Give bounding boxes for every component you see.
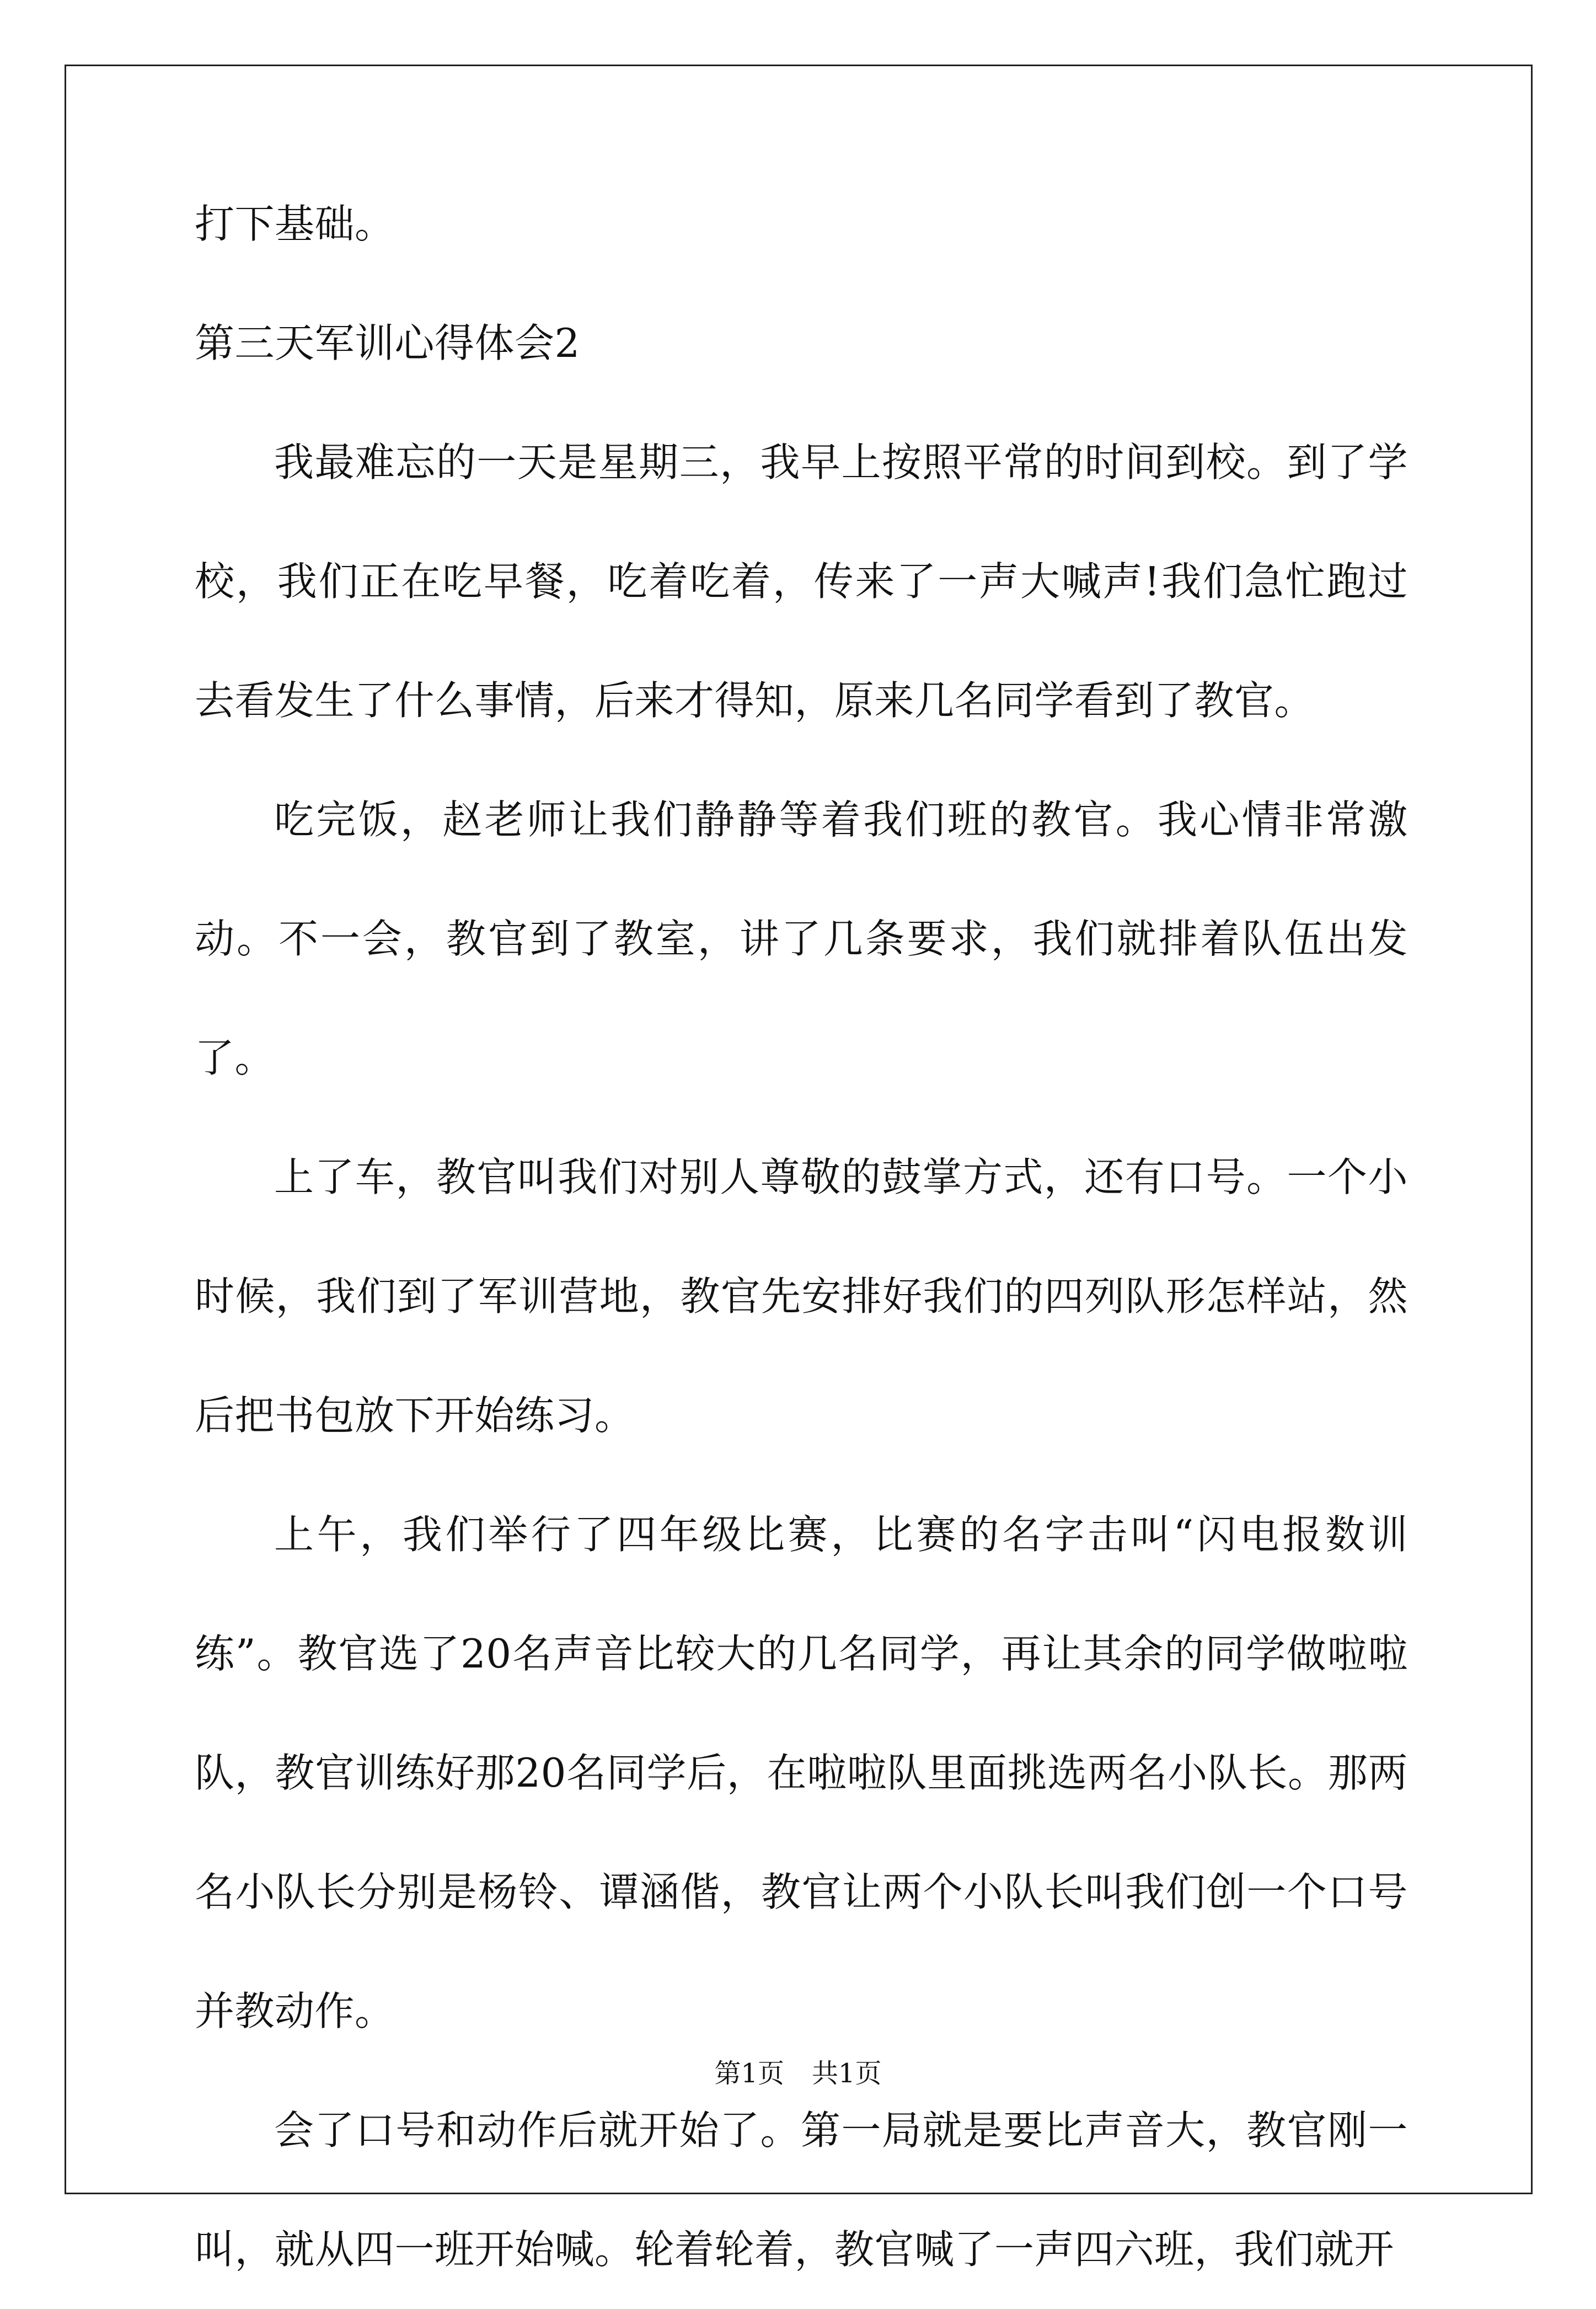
page-footer [0,2052,1596,2090]
paragraph-continuation: 打下基础。 [195,201,395,247]
paragraph: 上午，我们举行了四年级比赛，比赛的名字击叫“闪电报数训练”。教官选了20名声音比较大的几名同学，再让其余的同学做啦啦队，教官训练好那20名同学后，在啦啦队里面挑选两名小队长。那两名小队长分别是杨铃、谭涵偕，教官让两个小队长叫我们创一个口号并教动作。 [195,1511,1408,2034]
paragraph: 上了车，教官叫我们对别人尊敬的鼓掌方式，还有口号。一个小时候，我们到了军训营地，教官先安排好我们的四列队形怎样站，然后把书包放下开始练习。 [195,1154,1408,1439]
paragraph: 会了口号和动作后就开始了。第一局就是要比声音大，教官刚一叫，就从四一班开始喊。轮着轮着，教官喊了一声四六班，我们就开 [195,2107,1408,2273]
section-heading: 第三天军训心得体会2 [195,320,580,366]
page-total: 共1页 [812,2058,882,2089]
paragraph: 我最难忘的一天是星期三，我早上按照平常的时间到校。到了学校，我们正在吃早餐，吃着吃着，传来了一声大喊声!我们急忙跑过去看发生了什么事情，后来才得知，原来几名同学看到了教官。 [195,439,1408,724]
document-body [195,201,1408,2309]
paragraph: 吃完饭，赵老师让我们静静等着我们班的教官。我心情非常激动。不一会，教官到了教室，讲了几条要求，我们就排着队伍出发了。 [195,797,1408,1081]
page-number: 第1页 [714,2058,784,2089]
